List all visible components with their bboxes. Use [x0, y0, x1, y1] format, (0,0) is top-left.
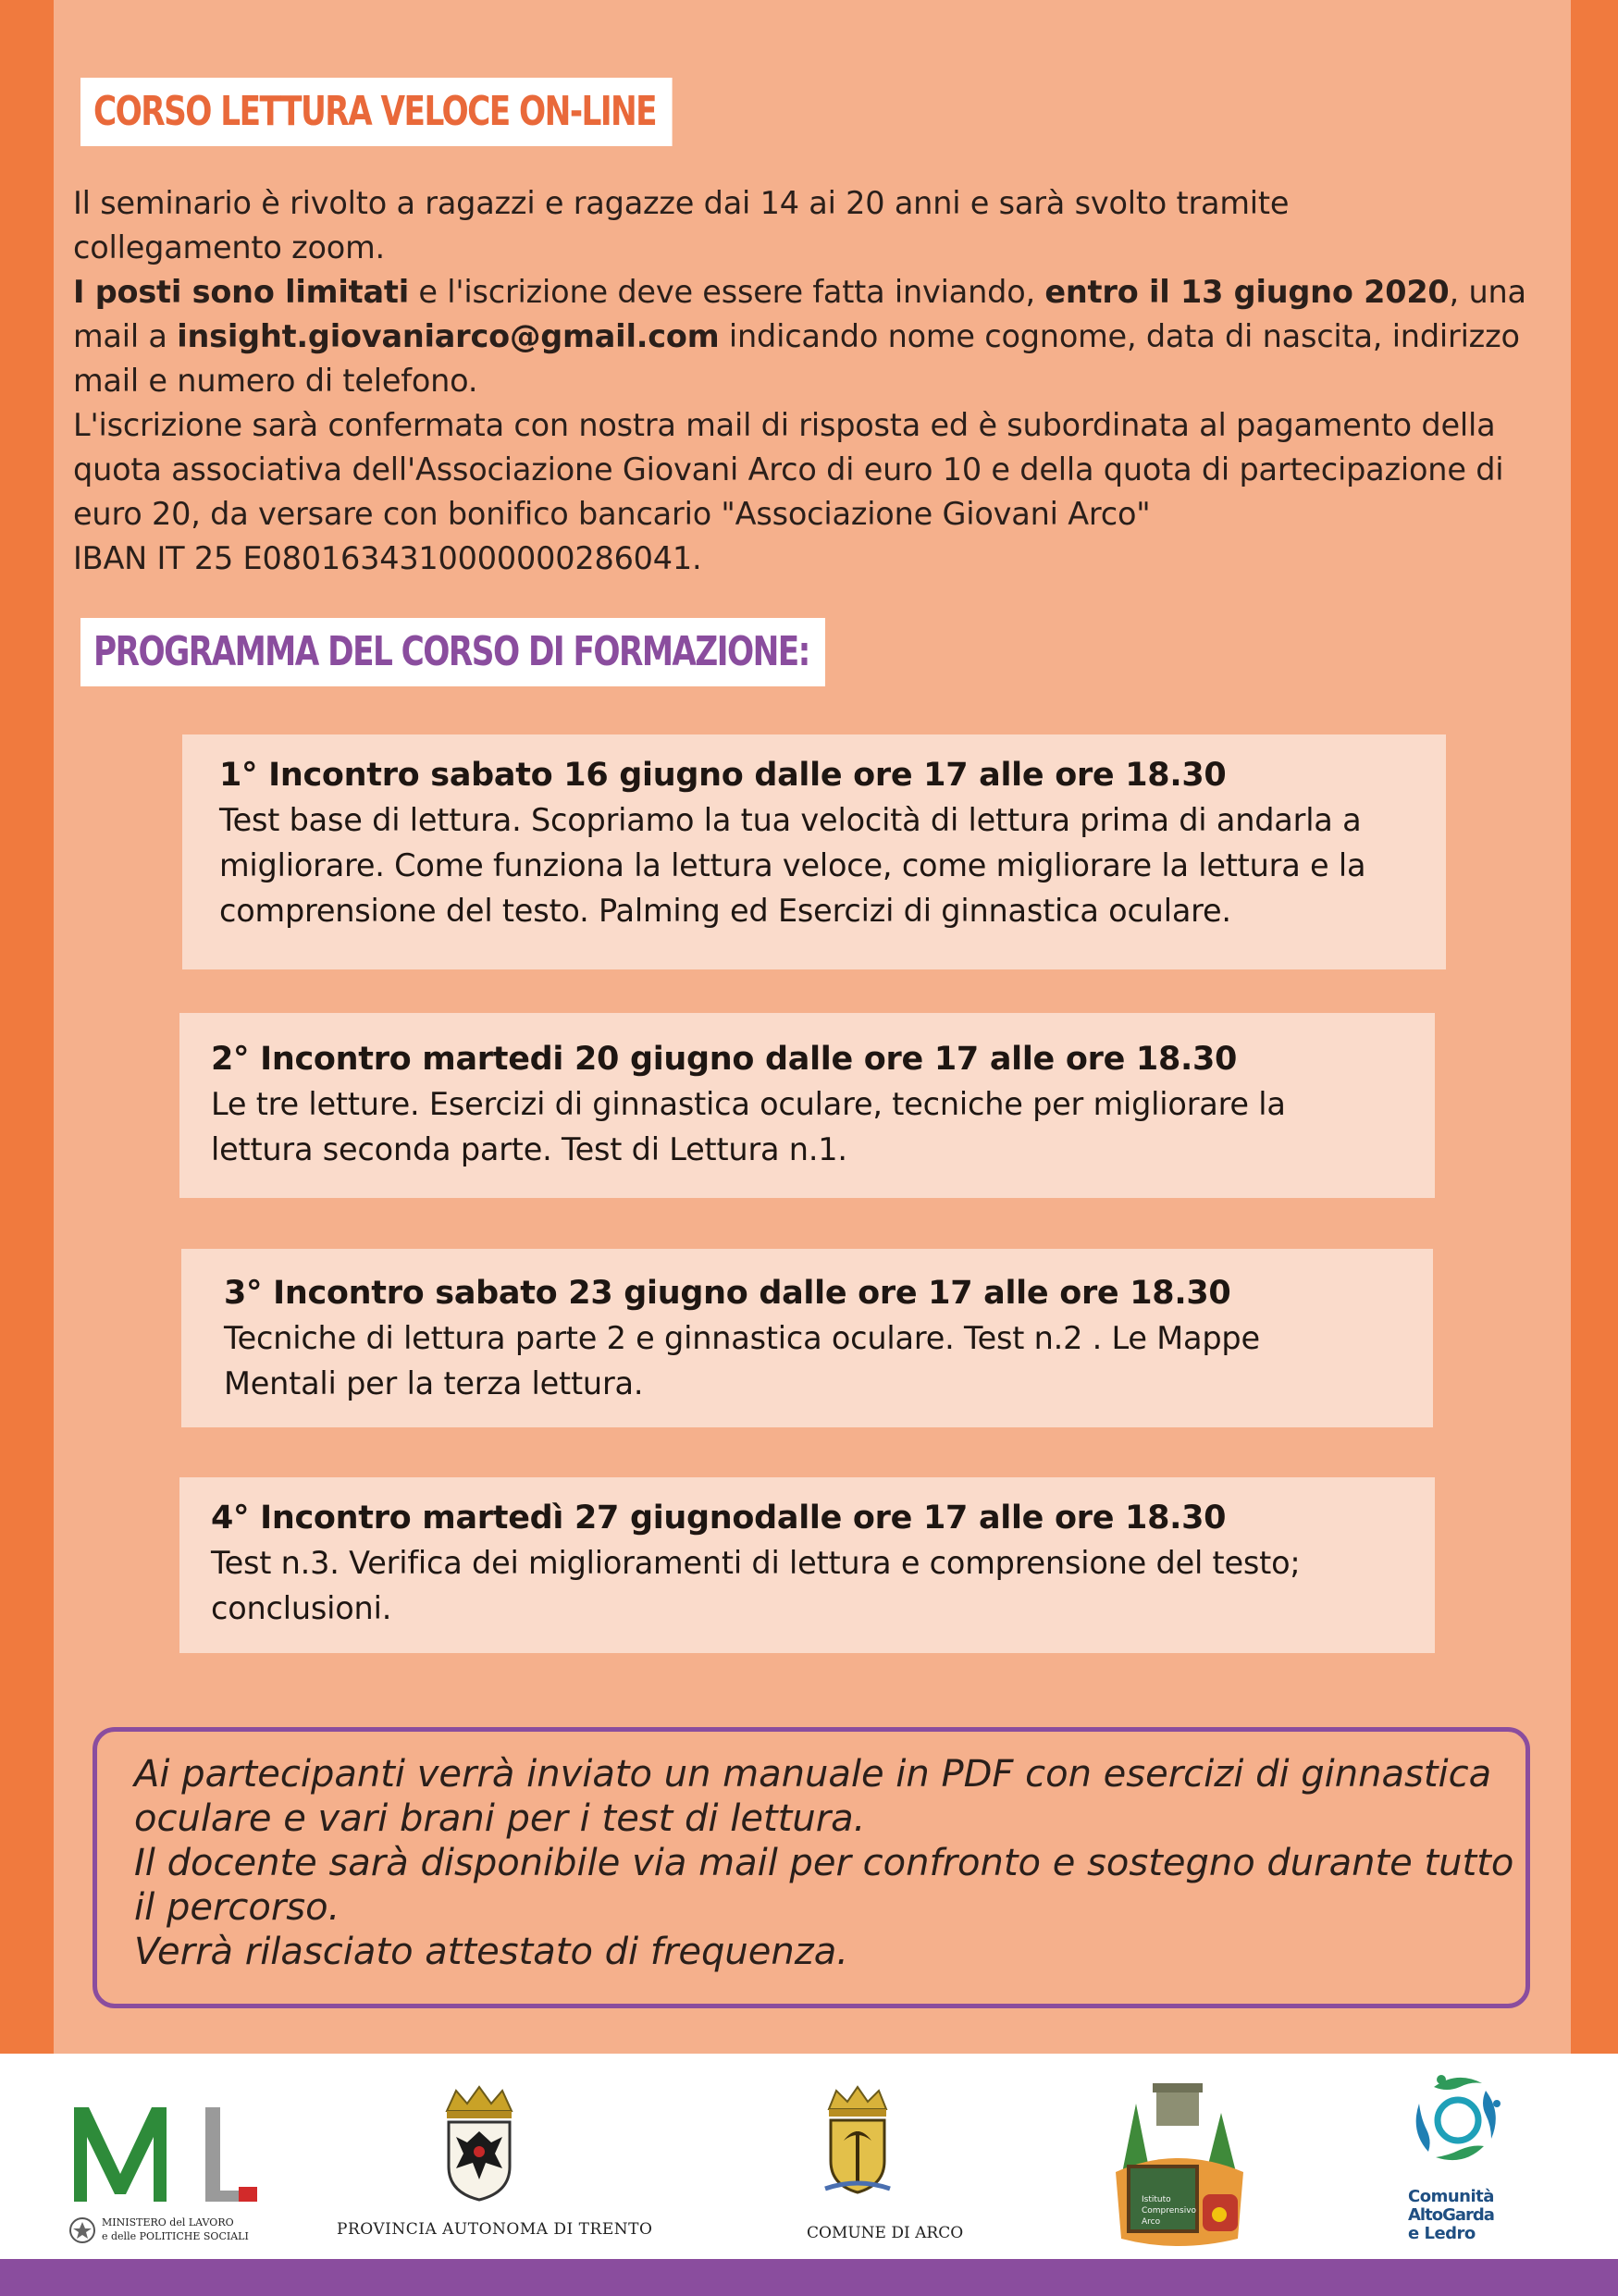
limited-seats-text: I posti sono limitati	[73, 274, 409, 310]
iban-text: IBAN IT 25 E0801634310000000286041.	[73, 540, 702, 576]
comunita-caption-1: Comunità	[1408, 2187, 1494, 2206]
page-title: CORSO LETTURA VELOCE ON-LINE	[80, 78, 672, 146]
intro-paragraph-3: L'iscrizione sarà confermata con nostra mail di risposta ed è subordinata al pagamento della quota associativa dell'Associazione Giovani Arco di euro 10 e della quota di partecipazione di euro 20, da versare con bonifico bancario "Associazione Giovani Arco"	[73, 407, 1504, 532]
session-line: migliorare. Come funziona la lettura veloce, come migliorare la lettura e la	[219, 847, 1366, 883]
comunita-alto-garda-logo	[1399, 2070, 1519, 2255]
session-box-4	[179, 1477, 1435, 1653]
note-line: Ai partecipanti verrà inviato un manuale in PDF con esercizi di ginnastica	[134, 1753, 1492, 1796]
ministero-caption-2: e delle POLITICHE SOCIALI	[102, 2230, 249, 2242]
ministero-caption: MINISTERO del LAVORO	[102, 2216, 234, 2228]
intro-paragraph-2	[73, 270, 1562, 403]
session-line: conclusioni.	[211, 1590, 392, 1626]
istituto-comprensivo-logo	[1099, 2076, 1256, 2252]
session-title: 2° Incontro martedi 20 giugno dalle ore 17 alle ore 18.30	[211, 1041, 1238, 1078]
comune-caption: COMUNE DI ARCO	[807, 2224, 964, 2242]
note-line: oculare e vari brani per i test di lettura.	[134, 1797, 866, 1840]
session-title: 3° Incontro sabato 23 giugno dalle ore 17 alle ore 18.30	[224, 1275, 1231, 1312]
session-line: Test base di lettura. Scopriamo la tua velocità di lettura prima di andarla a	[219, 802, 1362, 838]
deadline-text: entro il 13 giugno 2020	[1044, 274, 1450, 310]
session-title: 1° Incontro sabato 16 giugno dalle ore 17 alle ore 18.30	[219, 757, 1227, 794]
intro-text-span: indicando nome cognome, data di nascita, indirizzo mail e numero di telefono.	[73, 318, 1520, 399]
session-box-2	[179, 1013, 1435, 1198]
intro-text-span: , una mail a	[73, 274, 1526, 354]
intro-paragraph-1: Il seminario è rivolto a ragazzi e ragazze dai 14 ai 20 anni e sarà svolto tramite collegamento zoom.	[73, 185, 1290, 265]
session-line: Mentali per la terza lettura.	[224, 1365, 644, 1401]
comunita-caption-2: AltoGarda	[1408, 2205, 1494, 2225]
provincia-trento-logo	[333, 2083, 653, 2254]
istituto-caption: Istituto Comprensivo Arco	[1142, 2195, 1197, 2227]
session-title: 4° Incontro martedì 27 giugnodalle ore 17 alle ore 18.30	[211, 1500, 1227, 1537]
session-box-1	[182, 734, 1446, 969]
footer-bar	[0, 2259, 1618, 2296]
comunita-swirl-icon	[1406, 2070, 1508, 2172]
email-link[interactable]: insight.giovaniarco@gmail.com	[177, 318, 720, 354]
intro-text	[73, 181, 1535, 581]
session-line: Le tre letture. Esercizi di ginnastica oculare, tecniche per migliorare la	[211, 1086, 1286, 1122]
note-line: Il docente sarà disponibile via mail per confronto e sostegno durante tutto	[134, 1842, 1514, 1884]
trento-coat-of-arms-icon	[438, 2083, 521, 2203]
republic-emblem-icon	[68, 2216, 96, 2244]
ministero-ml-mark	[67, 2098, 261, 2209]
session-line: lettura seconda parte. Test di Lettura n.1.	[211, 1131, 847, 1167]
note-line: Verrà rilasciato attestato di frequenza.	[134, 1931, 848, 1973]
ministero-logo	[67, 2098, 261, 2255]
session-line: Test n.3. Verifica dei miglioramenti di lettura e comprensione del testo;	[211, 1545, 1301, 1581]
session-line: comprensione del testo. Palming ed Esercizi di ginnastica oculare.	[219, 893, 1231, 929]
comunita-caption-3: e Ledro	[1408, 2224, 1476, 2243]
sponsor-logos	[0, 2054, 1618, 2259]
intro-text-span: e l'iscrizione deve essere fatta inviando,	[408, 274, 1045, 310]
arco-coat-of-arms-icon	[816, 2085, 899, 2201]
session-box-3	[181, 1249, 1433, 1427]
program-heading: PROGRAMMA DEL CORSO DI FORMAZIONE:	[80, 618, 825, 686]
info-note	[93, 1727, 1530, 2008]
comune-arco-logo	[777, 2085, 964, 2252]
provincia-caption: PROVINCIA AUTONOMA DI TRENTO	[337, 2220, 653, 2239]
session-line: Tecniche di lettura parte 2 e ginnastica oculare. Test n.2 . Le Mappe	[224, 1320, 1260, 1356]
note-line: il percorso.	[134, 1886, 340, 1929]
